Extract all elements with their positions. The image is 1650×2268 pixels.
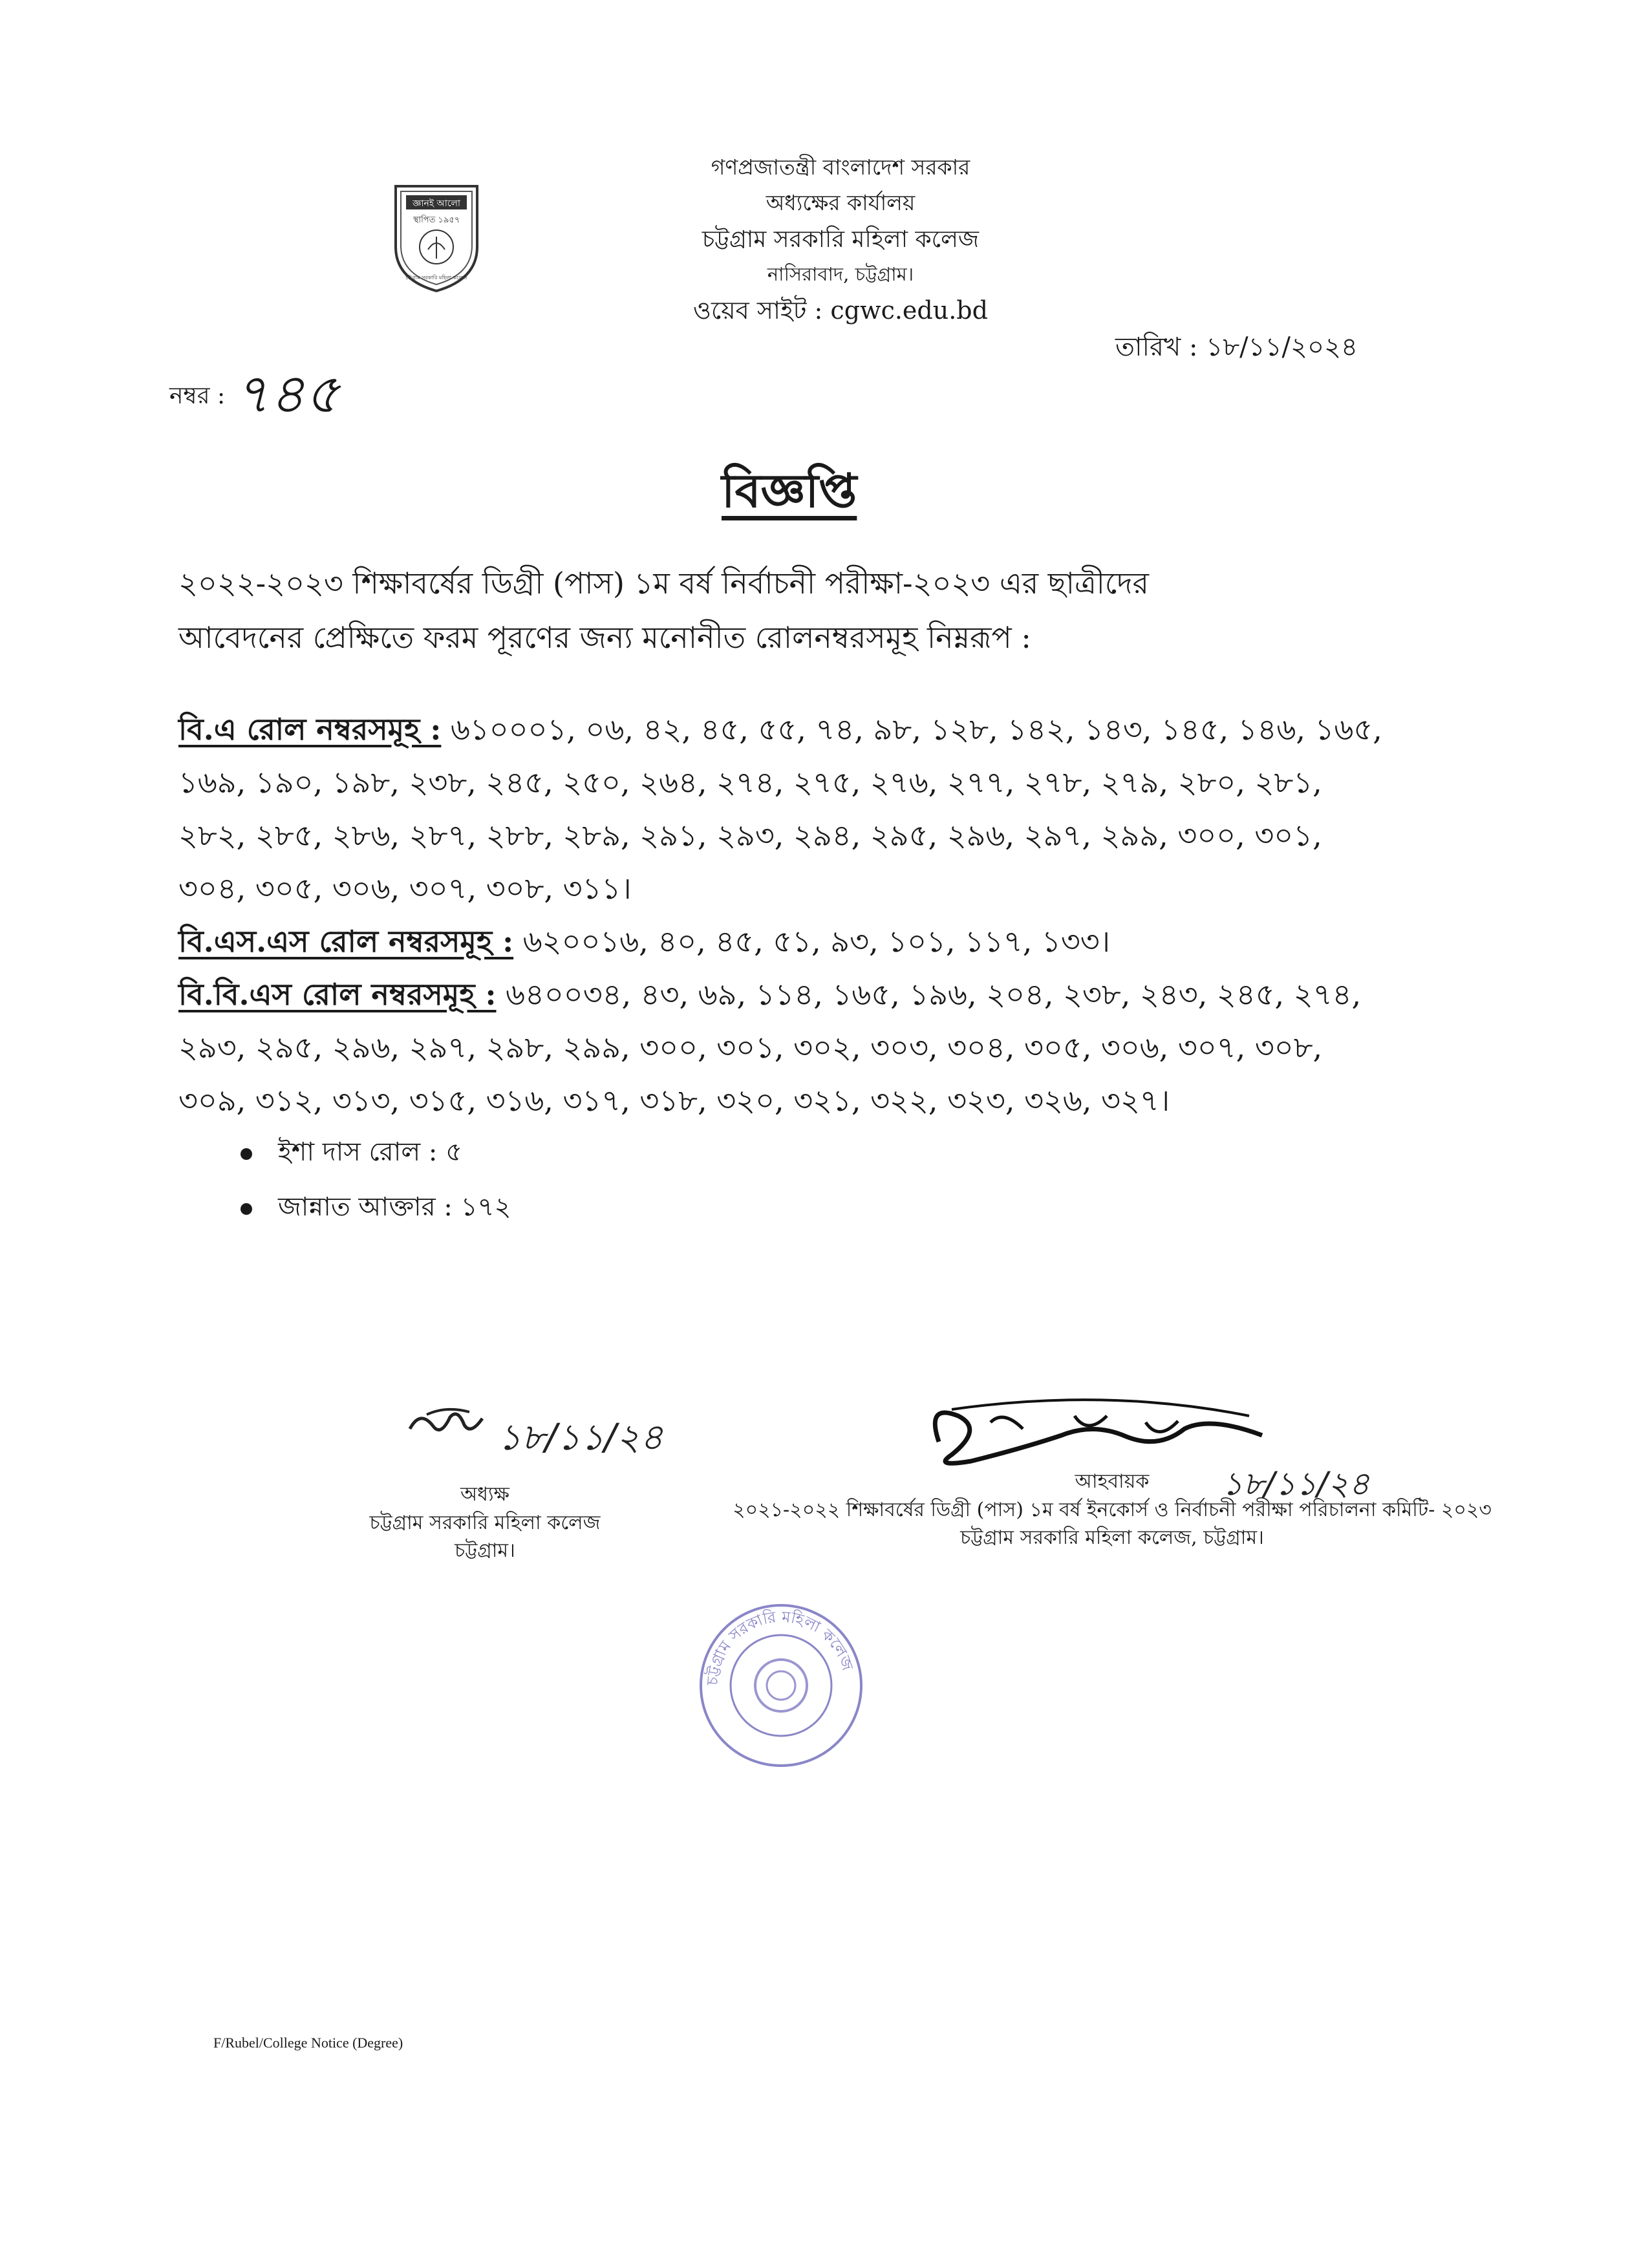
date-value: ১৮/১১/২০২৪: [1206, 332, 1358, 362]
memo-label: নম্বর :: [169, 383, 226, 409]
memo-value: ৭৪৫: [234, 362, 340, 425]
bullet-text: জান্নাত আক্তার : ১৭২: [278, 1192, 511, 1222]
principal-block: [304, 1481, 666, 1565]
bss-roll-values: ৬২০০১৬, ৪০, ৪৫, ৫১, ৯৩, ১০১, ১১৭, ১৩৩।: [522, 924, 1111, 959]
convener-signature: [913, 1390, 1275, 1477]
svg-text:জ্ঞানই আলো: জ্ঞানই আলো: [412, 198, 460, 209]
header-address: নাসিরাবাদ, চট্টগ্রাম।: [767, 263, 914, 285]
page-title: বিজ্ঞপ্তি: [722, 463, 857, 518]
convener-signature-date: ১৮/১১/২৪: [1222, 1465, 1370, 1503]
svg-text:চট্টগ্রাম সরকারি মহিলা কলেজ: চট্টগ্রাম সরকারি মহিলা কলেজ: [703, 1607, 857, 1686]
bss-roll-line: [178, 914, 1413, 968]
intro-line-2: আবেদনের প্রেক্ষিতে ফরম পূরণের জন্য মনোনীত রোলনম্বরসমূহ নিম্নরূপ :: [178, 620, 1031, 655]
convener-org: চট্টগ্রাম সরকারি মহিলা কলেজ, চট্টগ্রাম।: [960, 1526, 1264, 1549]
svg-text:চট্টগ্রাম সরকারি মহিলা কলেজ: চট্টগ্রাম সরকারি মহিলা কলেজ: [405, 275, 467, 281]
ba-roll-line-3: ২৮২, ২৮৫, ২৮৬, ২৮৭, ২৮৮, ২৮৯, ২৯১, ২৯৩, ২৯৪, ২৯৫, ২৯৬, ২৯৭, ২৯৯, ৩০০, ৩০১,: [178, 818, 1322, 853]
bbs-roll-line-2: ২৯৩, ২৯৫, ২৯৬, ২৯৭, ২৯৮, ২৯৯, ৩০০, ৩০১, ৩০২, ৩০৩, ৩০৪, ৩০৫, ৩০৬, ৩০৭, ৩০৮,: [178, 1030, 1323, 1065]
header-govt: গণপ্রজাতন্ত্রী বাংলাদেশ সরকার: [711, 155, 970, 180]
convener-block: [647, 1468, 1578, 1552]
ba-roll-line-2: ১৬৯, ১৯০, ১৯৮, ২৩৮, ২৪৫, ২৫০, ২৬৪, ২৭৪, ২৭৫, ২৭৬, ২৭৭, ২৭৮, ২৭৯, ২৮০, ২৮১,: [178, 765, 1322, 800]
principal-title: অধ্যক্ষ: [460, 1483, 509, 1506]
header-office: অধ্যক্ষের কার্যালয়: [766, 190, 916, 215]
ba-roll-line-1: [178, 702, 1413, 756]
list-item: [241, 1186, 511, 1230]
ba-roll-values-1: ৬১০০০১, ০৬, ৪২, ৪৫, ৫৫, ৭৪, ৯৮, ১২৮, ১৪২, ১৪৩, ১৪৫, ১৪৬, ১৬৫,: [450, 712, 1382, 747]
convener-title: আহবায়ক: [1075, 1470, 1150, 1493]
principal-org: চট্টগ্রাম সরকারি মহিলা কলেজ: [369, 1511, 601, 1534]
bullet-dot: [241, 1148, 252, 1160]
bbs-roll-label: বি.বি.এস রোল নম্বরসমূহ :: [178, 977, 497, 1012]
bbs-roll-line-1: [178, 967, 1413, 1022]
ba-roll-label: বি.এ রোল নম্বরসমূহ :: [178, 712, 442, 747]
college-seal: [696, 1600, 866, 1771]
bullet-text: ইশা দাস রোল : ৫: [278, 1137, 463, 1167]
list-item: [241, 1131, 462, 1175]
principal-signature-date: ১৮/১১/২৪: [498, 1417, 663, 1459]
principal-signature: [407, 1403, 491, 1451]
notice-date: [1115, 326, 1358, 370]
ba-roll-line-4: ৩০৪, ৩০৫, ৩০৬, ৩০৭, ৩০৮, ৩১১।: [178, 871, 632, 906]
bbs-roll-values-1: ৬৪০০৩৪, ৪৩, ৬৯, ১১৪, ১৬৫, ১৯৬, ২০৪, ২৩৮, ২৪৩, ২৪৫, ২৭৪,: [506, 977, 1362, 1012]
college-logo: [392, 182, 481, 294]
header-college: চট্টগ্রাম সরকারি মহিলা কলেজ: [702, 226, 980, 253]
date-label: তারিখ :: [1115, 332, 1198, 362]
bss-roll-label: বি.এস.এস রোল নম্বরসমূহ :: [178, 924, 514, 959]
svg-text:স্থাপিত ১৯৫৭: স্থাপিত ১৯৫৭: [412, 215, 460, 225]
principal-city: চট্টগ্রাম।: [455, 1539, 515, 1562]
bbs-roll-line-3: ৩০৯, ৩১২, ৩১৩, ৩১৫, ৩১৬, ৩১৭, ৩১৮, ৩২০, ৩২১, ৩২২, ৩২৩, ৩২৬, ৩২৭।: [178, 1083, 1170, 1118]
intro-line-1: ২০২২-২০২৩ শিক্ষাবর্ষের ডিগ্রী (পাস) ১ম বর্ষ নির্বাচনী পরীক্ষা-২০২৩ এর ছাত্রীদের: [178, 566, 1149, 601]
header-website: ওয়েব সাইট : cgwc.edu.bd: [693, 296, 988, 325]
memo-number: [169, 343, 340, 434]
footer-note: F/Rubel/College Notice (Degree): [213, 2035, 403, 2051]
bullet-dot: [241, 1203, 252, 1215]
convener-committee: ২০২১-২০২২ শিক্ষাবর্ষের ডিগ্রী (পাস) ১ম বর্ষ ইনকোর্স ও নির্বাচনী পরীক্ষা পরিচালনা কমিটি- ২০২৩: [733, 1498, 1492, 1521]
